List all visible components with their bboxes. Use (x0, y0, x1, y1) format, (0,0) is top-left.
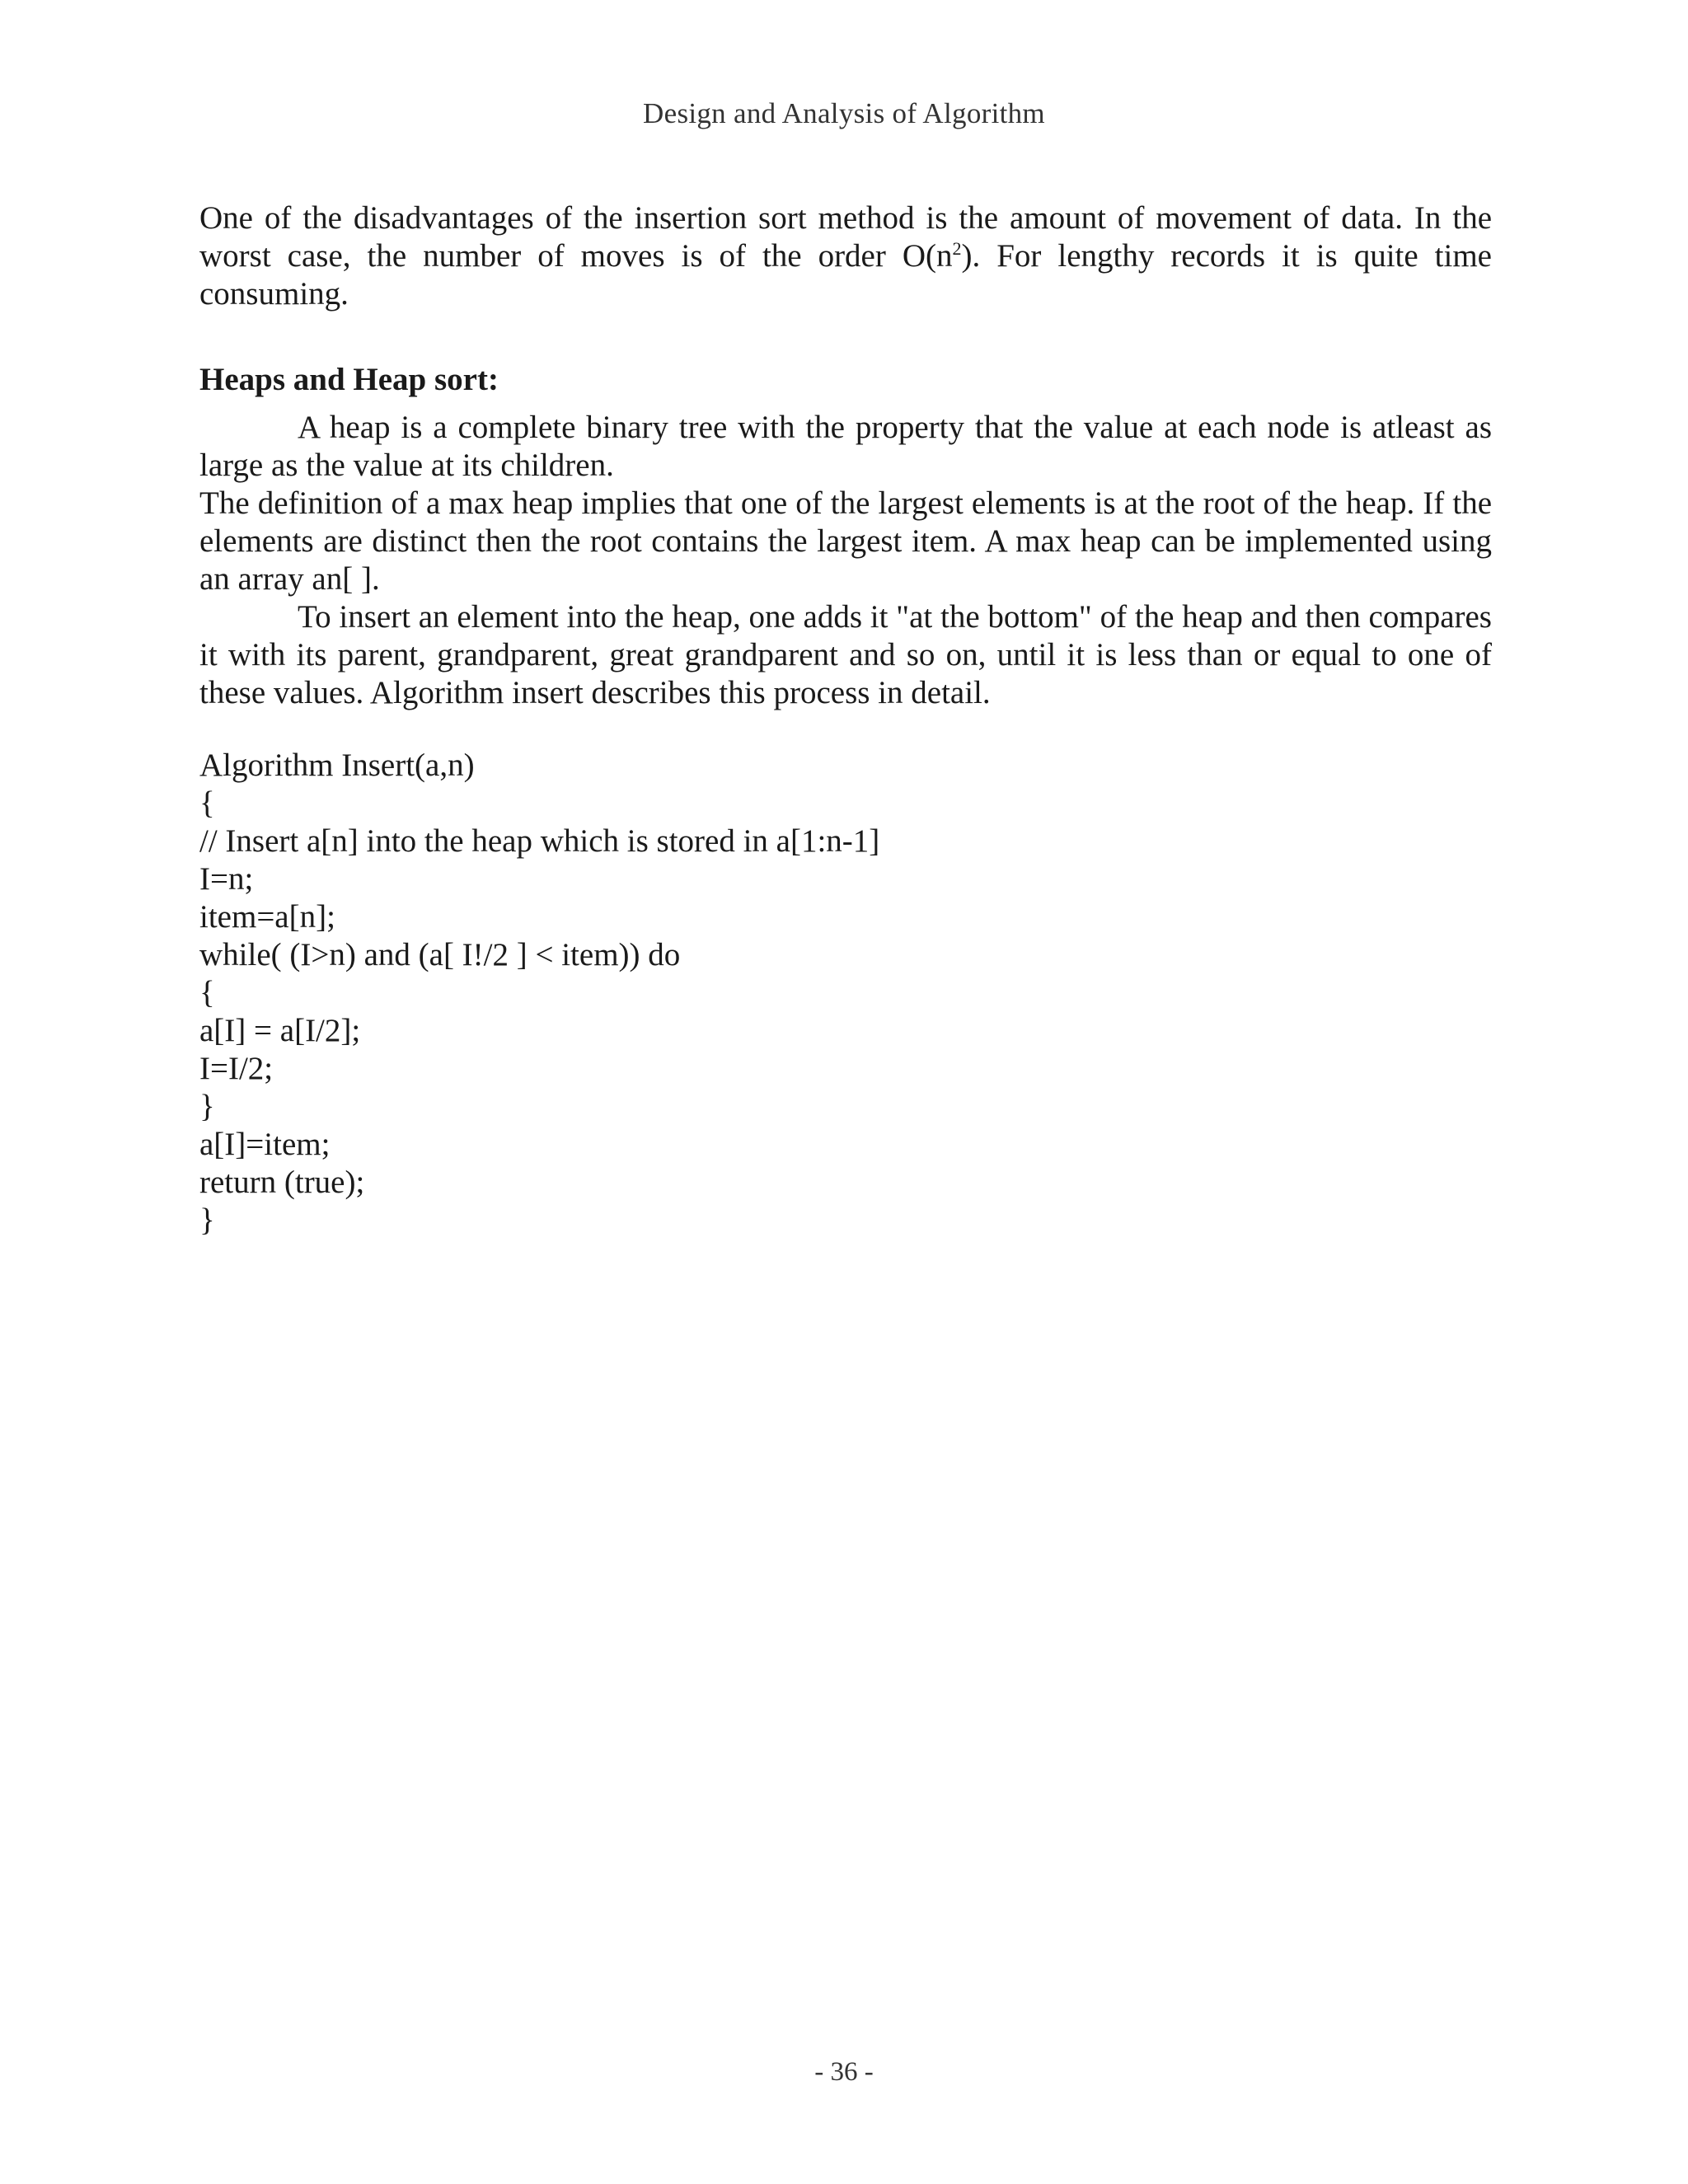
code-line: } (199, 1202, 215, 1238)
code-line: while( (I>n) and (a[ I!/2 ] < item)) do (199, 937, 681, 972)
code-line: } (199, 1089, 215, 1124)
code-line: I=n; (199, 861, 254, 897)
code-line: // Insert a[n] into the heap which is stored in a[1:n-1] (199, 823, 880, 859)
max-heap-paragraph: The definition of a max heap implies that one of the largest elements is at the root of the heap. If the elements are distinct then the root contains the largest item. A max heap can be implemented using an array an[ ]. (199, 485, 1492, 597)
intro-superscript: 2 (952, 238, 962, 259)
page-number: - 36 - (814, 2057, 874, 2087)
code-line: item=a[n]; (199, 899, 335, 935)
intro-text-after: ). For lengthy records it is quite time consuming. (199, 238, 1492, 312)
section-heading: Heaps and Heap sort: (199, 362, 499, 397)
page-header: Design and Analysis of Algorithm (643, 97, 1045, 129)
code-line: a[I] = a[I/2]; (199, 1013, 361, 1048)
heap-definition-paragraph: A heap is a complete binary tree with the property that the value at each node is atleast as large as the value at its children. (199, 410, 1492, 483)
intro-paragraph (199, 199, 1492, 313)
algorithm-code-block (199, 747, 1492, 1240)
code-line: { (199, 785, 215, 821)
code-line: I=I/2; (199, 1051, 274, 1086)
intro-text-before: One of the disadvantages of the insertion sort method is the amount of movement of data. In the worst case, the number of moves is of the order O(n (199, 200, 1492, 274)
page-content (199, 199, 1492, 1240)
code-line: Algorithm Insert(a,n) (199, 748, 475, 783)
insert-paragraph: To insert an element into the heap, one adds it "at the bottom" of the heap and then compares it with its parent, grandparent, great grandparent and so on, until it is less than or equal to one of these values. Algorithm insert describes this process in detail. (199, 599, 1492, 710)
code-line: return (true); (199, 1165, 365, 1200)
code-line: a[I]=item; (199, 1127, 331, 1162)
code-line: { (199, 975, 215, 1010)
